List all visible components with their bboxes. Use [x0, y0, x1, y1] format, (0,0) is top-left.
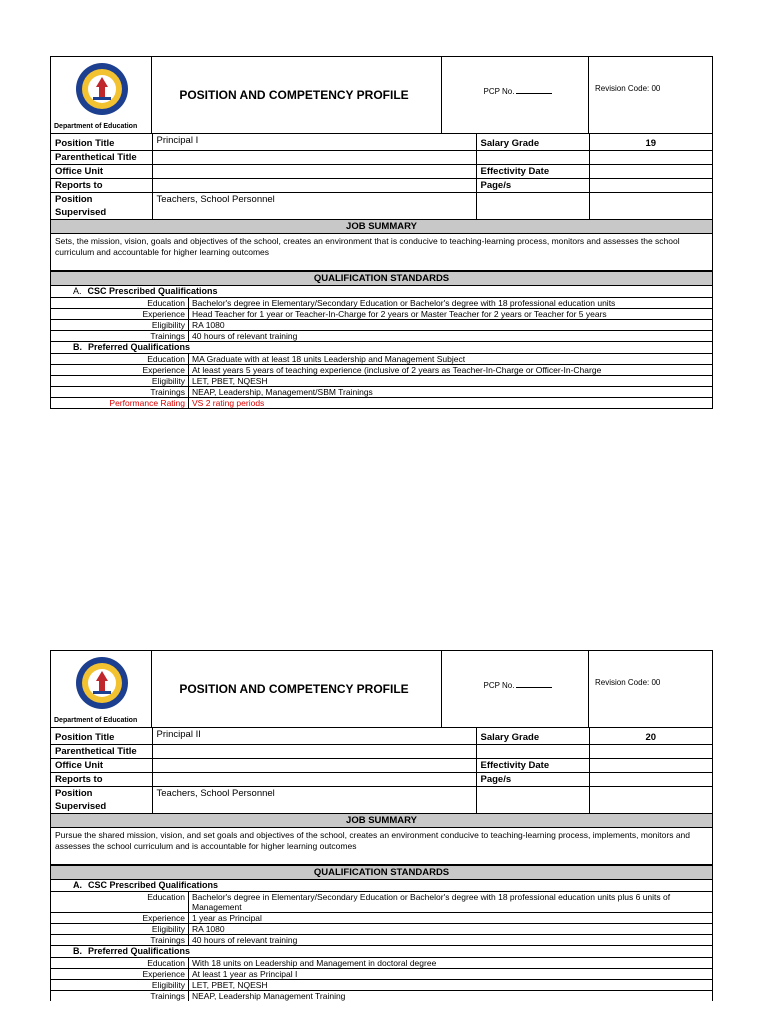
job-summary-heading: JOB SUMMARY [51, 814, 712, 828]
position-title-value: Principal I [152, 134, 476, 151]
csc-qualifications-table [51, 297, 712, 342]
deped-seal-icon [75, 62, 129, 116]
info-row [51, 134, 712, 151]
qual-row [51, 892, 712, 913]
section-letter: A. [73, 286, 82, 296]
position-supervised-label [51, 787, 152, 814]
parenthetical-title-label: Parenthetical Title [51, 151, 152, 165]
qual-value: Head Teacher for 1 year or Teacher-In-Charge for 2 years or Master Teacher for 2 years or Teacher for 5 years [189, 309, 713, 320]
performance-rating-row [51, 398, 712, 409]
deped-seal-icon [75, 656, 129, 710]
position-info-table [51, 728, 712, 814]
qual-value: LET, PBET, NQESH [189, 376, 713, 387]
position-supervised-label-line1: Position [55, 788, 93, 799]
qual-key: Eligibility [51, 376, 189, 387]
department-name: Department of Education [54, 123, 138, 130]
reports-to-label: Reports to [51, 773, 152, 787]
logo-cell [51, 651, 152, 727]
preferred-heading-text: Preferred Qualifications [88, 342, 191, 352]
job-summary-text: Pursue the shared mission, vision, and set goals and objectives of the school, creates an environment conducive to teaching-learning process, implements, monitors and assesses the school curriculum and is accountable for higher learning outcomes [51, 828, 712, 865]
info-row [51, 745, 712, 759]
profile-principal-2 [50, 650, 713, 1001]
pages-value [589, 179, 712, 193]
preferred-qualifications-table [51, 957, 712, 1001]
office-unit-label: Office Unit [51, 165, 152, 179]
effectivity-date-value [589, 165, 712, 179]
qual-key: Experience [51, 913, 189, 924]
effectivity-date-value [589, 759, 712, 773]
parenthetical-title-value [152, 745, 476, 759]
pcp-label: PCP No. [483, 87, 515, 96]
csc-qualifications-heading [51, 880, 712, 891]
info-row [51, 165, 712, 179]
blank-cell [589, 745, 712, 759]
office-unit-label: Office Unit [51, 759, 152, 773]
qual-key: Eligibility [51, 924, 189, 935]
info-row [51, 773, 712, 787]
csc-heading-text: CSC Prescribed Qualifications [88, 880, 219, 890]
qual-row [51, 969, 712, 980]
qual-row [51, 991, 712, 1002]
qual-value: MA Graduate with at least 18 units Leadership and Management Subject [189, 354, 713, 365]
csc-qualifications-table [51, 891, 712, 946]
pages-label: Page/s [476, 773, 589, 787]
qual-key: Trainings [51, 387, 189, 398]
office-unit-value [152, 165, 476, 179]
qual-row [51, 980, 712, 991]
qual-key: Experience [51, 365, 189, 376]
qual-key: Education [51, 298, 189, 309]
blank-cell [589, 787, 712, 814]
revision-code: Revision Code: 00 [595, 678, 661, 687]
pcp-number [442, 651, 589, 727]
profile-header [51, 651, 712, 728]
qual-row [51, 365, 712, 376]
salary-grade-label: Salary Grade [476, 728, 589, 745]
info-row [51, 179, 712, 193]
info-row [51, 193, 712, 220]
qual-value: RA 1080 [189, 320, 713, 331]
qual-key: Education [51, 354, 189, 365]
salary-grade-value: 19 [589, 134, 712, 151]
position-supervised-label [51, 193, 152, 220]
qual-row [51, 935, 712, 946]
info-row [51, 787, 712, 814]
qual-value: RA 1080 [189, 924, 713, 935]
qual-row [51, 320, 712, 331]
blank-cell [476, 745, 589, 759]
office-unit-value [152, 759, 476, 773]
qual-key: Experience [51, 309, 189, 320]
blank-cell [476, 193, 589, 220]
section-letter: B. [73, 946, 82, 956]
position-supervised-label-line2: Supervised [55, 207, 107, 218]
position-supervised-label-line2: Supervised [55, 801, 107, 812]
preferred-qualifications-heading [51, 946, 712, 957]
qual-row [51, 354, 712, 365]
qual-value: NEAP, Leadership, Management/SBM Trainings [189, 387, 713, 398]
qual-row [51, 331, 712, 342]
qual-value: NEAP, Leadership Management Training [189, 991, 713, 1002]
qual-row [51, 913, 712, 924]
department-name: Department of Education [54, 717, 138, 724]
csc-heading-text: CSC Prescribed Qualifications [87, 286, 218, 296]
qual-value: 40 hours of relevant training [189, 935, 713, 946]
pcp-blank [516, 680, 552, 688]
qualification-standards-heading: QUALIFICATION STANDARDS [51, 271, 712, 286]
qual-row [51, 387, 712, 398]
preferred-qualifications-table [51, 353, 712, 408]
pcp-label: PCP No. [483, 681, 515, 690]
info-row [51, 151, 712, 165]
qual-value: With 18 units on Leadership and Management in doctoral degree [189, 958, 713, 969]
position-supervised-value: Teachers, School Personnel [152, 193, 476, 220]
position-title-label: Position Title [51, 728, 152, 745]
profile-header [51, 57, 712, 134]
effectivity-date-label: Effectivity Date [476, 165, 589, 179]
position-supervised-label-line1: Position [55, 194, 93, 205]
position-supervised-value: Teachers, School Personnel [152, 787, 476, 814]
section-letter: B. [73, 342, 82, 352]
reports-to-value [152, 179, 476, 193]
salary-grade-label: Salary Grade [476, 134, 589, 151]
qual-value: At least years 5 years of teaching experience (inclusive of 2 years as Teacher-In-Charge or Officer-In-Charge [189, 365, 713, 376]
pcp-number [442, 57, 589, 133]
position-info-table [51, 134, 712, 220]
qual-key: Performance Rating [51, 398, 189, 409]
profile-principal-1 [50, 56, 713, 409]
blank-cell [589, 193, 712, 220]
qual-value: LET, PBET, NQESH [189, 980, 713, 991]
qualification-standards-heading: QUALIFICATION STANDARDS [51, 865, 712, 880]
preferred-qualifications-heading [51, 342, 712, 353]
document-title: POSITION AND COMPETENCY PROFILE [152, 57, 442, 133]
parenthetical-title-label: Parenthetical Title [51, 745, 152, 759]
pages-label: Page/s [476, 179, 589, 193]
reports-to-value [152, 773, 476, 787]
qual-row [51, 298, 712, 309]
section-letter: A. [73, 880, 82, 890]
qual-value: At least 1 year as Principal I [189, 969, 713, 980]
effectivity-date-label: Effectivity Date [476, 759, 589, 773]
info-row [51, 728, 712, 745]
preferred-heading-text: Preferred Qualifications [88, 946, 191, 956]
position-title-value: Principal II [152, 728, 476, 745]
qual-row [51, 376, 712, 387]
qual-value: Bachelor's degree in Elementary/Secondary Education or Bachelor's degree with 18 professional education units [189, 298, 713, 309]
pcp-blank [516, 86, 552, 94]
salary-grade-value: 20 [589, 728, 712, 745]
parenthetical-title-value [152, 151, 476, 165]
qual-key: Education [51, 958, 189, 969]
info-row [51, 759, 712, 773]
position-title-label: Position Title [51, 134, 152, 151]
blank-cell [476, 151, 589, 165]
qual-row [51, 309, 712, 320]
qual-row [51, 924, 712, 935]
csc-qualifications-heading [51, 286, 712, 297]
qual-value: Bachelor's degree in Elementary/Secondary Education or Bachelor's degree with 18 professional education units plus 6 units of Management [189, 892, 713, 913]
logo-cell [51, 57, 152, 133]
revision-code: Revision Code: 00 [595, 84, 661, 93]
qual-value: 1 year as Principal [189, 913, 713, 924]
qual-value: VS 2 rating periods [189, 398, 713, 409]
document-title: POSITION AND COMPETENCY PROFILE [152, 651, 442, 727]
qual-value: 40 hours of relevant training [189, 331, 713, 342]
reports-to-label: Reports to [51, 179, 152, 193]
qual-key: Education [51, 892, 189, 913]
qual-key: Trainings [51, 331, 189, 342]
qual-key: Trainings [51, 991, 189, 1002]
job-summary-heading: JOB SUMMARY [51, 220, 712, 234]
job-summary-text: Sets, the mission, vision, goals and objectives of the school, creates an environment that is conducive to teaching-learning process, monitors and assesses the school curriculum and accountable for higher learning outcomes [51, 234, 712, 271]
qual-key: Experience [51, 969, 189, 980]
qual-row [51, 958, 712, 969]
qual-key: Eligibility [51, 320, 189, 331]
qual-key: Eligibility [51, 980, 189, 991]
blank-cell [589, 151, 712, 165]
qual-key: Trainings [51, 935, 189, 946]
pages-value [589, 773, 712, 787]
blank-cell [476, 787, 589, 814]
